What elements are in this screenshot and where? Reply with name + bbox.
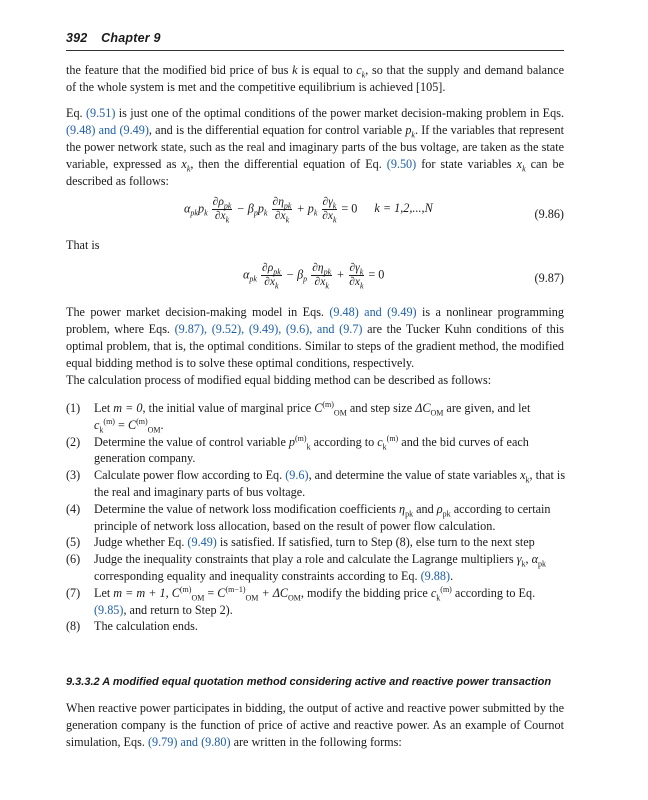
text: the feature that the modified bid price of bus [66,63,293,77]
math-sub: k [325,281,329,291]
math-range: k = 1,2,...,N [374,201,433,216]
text: Let [94,585,114,600]
text: . [160,417,164,432]
math: c [430,585,437,600]
math-den: ∂x [214,210,226,222]
math-sub: OM [430,408,444,418]
math-sup: (m) [103,416,115,426]
math-sub: k [204,208,208,218]
math-sub: pk [190,208,198,218]
math: x [520,468,526,483]
math-sub: k [361,70,366,80]
step-number: (8) [66,619,81,634]
text: for state variables [416,157,517,171]
math-sup: (m) [179,584,192,594]
math-sub: k [360,281,364,291]
math-sub: k [382,442,387,452]
math-sub: k [186,164,191,174]
math-sub: k [263,208,268,218]
text: Calculate power flow according to Eq. [94,468,286,483]
math: ΔC [415,401,431,415]
list-item [66,534,566,551]
text: , modify the bidding price [300,585,431,600]
text: according to Eq. [451,585,536,600]
text: The power market decision-making model in Eqs. [66,305,330,319]
math: C [314,401,323,415]
math-num: ∂ρ [262,262,274,274]
equation-link[interactable]: (9.48) and (9.49) [66,123,149,137]
list-item [66,618,566,635]
step-list [66,400,566,635]
equation-link[interactable]: (9.51) [85,106,116,120]
list-item [66,434,566,468]
text: according to certain principle of network loss allocation, based on the result of power flow calculation. [94,501,551,533]
step-number: (6) [66,552,81,567]
math-op: − β [233,201,254,216]
math-sub: OM [288,593,301,603]
math-sub: k [306,442,311,452]
paragraph-1 [66,62,564,96]
chapter-title: Chapter 9 [101,31,161,45]
math-sub: pk [249,274,257,284]
text: are written in the following forms: [230,735,402,749]
step-number: (7) [66,585,81,600]
equation-link[interactable]: (9.50) [386,157,417,171]
math-x: x [516,157,523,171]
text: is just one of the optimal conditions of the power market decision-making problem in Eqs. [115,106,564,120]
equation-9-87 [243,262,384,289]
text: , [525,552,532,567]
text: is a nonlinear programming problem, where Eqs. [66,305,564,336]
math-sub: k [225,215,230,225]
text: Eq. [66,106,86,120]
header-rule [66,50,564,51]
math-num: ∂γ [322,196,333,208]
equation-link[interactable]: (9.87), (9.52), (9.49), (9.6), and (9.7) [174,322,363,336]
math-sub: OM [191,593,205,603]
text: are given, and let [443,401,531,415]
math-op: + p [293,201,314,216]
math-sub: k [522,164,526,174]
math: C [127,417,137,432]
equation-link[interactable]: (9.6) [285,468,309,483]
text: , and is the differential equation for control variable [148,123,406,137]
math-op: + [333,267,348,282]
math-num: ∂γ [349,262,360,274]
text: Determine the value of control variable [94,434,289,449]
math-sub: p [253,208,258,218]
equation-link[interactable]: (9.88) [420,568,451,583]
math-sub: OM [333,408,347,418]
math-sub: p [303,274,308,284]
text: and the bid curves of each generation company. [94,434,529,466]
math-sup: (m) [440,584,452,594]
math: α [531,552,539,567]
list-item [66,551,566,585]
list-item [66,585,566,619]
math-sub: k [313,208,318,218]
fraction-eta [272,196,293,223]
math-sup: (m) [322,399,334,409]
math: η [399,501,406,516]
math-sup: (m) [136,416,148,426]
math-den: ∂x [274,210,286,222]
math-sub: OM [245,593,259,603]
math-p: p [405,123,412,137]
math-p: p [197,201,205,216]
math-eq: = 0 [365,267,385,282]
text: according to [310,434,378,449]
step-number: (1) [66,401,81,415]
math-sub: pk [405,509,414,519]
equation-number: (9.86) [534,207,564,221]
text: , then the differential equation of Eq. [190,157,387,171]
math-num: ∂ρ [212,196,224,208]
math-sup: (m−1) [225,584,246,594]
text: . If the variables that represent the power network state, such as the real and imaginary parts of the bus voltage, are taken as the state variable, expressed as [66,123,564,171]
math-sub: k [359,267,364,277]
math-sub: OM [147,425,161,435]
math-x: x [181,157,187,171]
text: , that is the real and imaginary parts of bus voltage. [94,468,566,499]
fraction-rho [212,196,233,223]
math-sub: k [411,130,415,140]
math-sub: k [525,475,530,485]
math-den: ∂x [322,210,334,222]
paragraph-5 [66,700,564,751]
paragraph-4: The calculation process of modified equal bidding method can be described as follows: [66,373,492,387]
math-sub: k [521,559,526,569]
math-alpha: α [184,201,191,216]
text: and step size [346,401,416,415]
math: C [171,585,180,600]
math: p [288,434,296,449]
math-num: ∂η [272,196,284,208]
math-sub: pk [323,267,332,277]
math-sub: pk [283,201,292,211]
equation-link[interactable]: (9.79) and (9.80) [147,735,231,749]
running-head [66,31,161,45]
math-eq: = 0 [338,201,358,216]
fraction-eta [311,262,332,289]
fraction-gamma [349,262,365,289]
text: , the initial value of marginal price [142,401,315,415]
fraction-rho [261,262,282,289]
math-op: − β [282,267,304,282]
math-sub: k [332,201,337,211]
text: and [413,501,437,516]
text: Judge the inequality constraints that play a role and calculate the Lagrange multipliers [94,552,517,567]
math-sub: pk [442,509,451,519]
math-alpha: α [243,267,250,282]
math-num: ∂η [312,262,324,274]
math-k: k [292,63,298,77]
text: Judge whether Eq. [94,535,188,550]
step-number: (3) [66,468,81,483]
list-item [66,400,566,434]
text: Let [94,401,114,415]
math-sub: k [275,281,279,291]
math: γ [516,552,522,567]
math: + ΔC [258,585,288,600]
list-item [66,501,566,535]
math-sub: k [99,425,104,435]
math-sub: k [436,593,441,603]
text: When reactive power participates in bidding, the output of active and reactive power submitted by the generation company is the function of price of active and reactive power. As an example of Cournot simulation, Eqs. [66,701,564,749]
step-number: (2) [66,434,81,449]
equation-number: (9.87) [534,271,564,285]
that-is-text: That is [66,238,100,252]
equation-link[interactable]: (9.49) [187,535,217,550]
math-sub: pk [538,559,547,569]
math: C [217,585,226,600]
equation-link[interactable]: (9.85) [94,602,124,617]
math-eq: = [204,585,218,600]
text: , and return to Step 2). [123,602,233,617]
math: c [94,417,100,432]
text: are the Tucker Kuhn conditions of this optimal problem, that is, the optimal conditions. Similar to steps of the gradient method, the modified equal bidding method is to solve these optimal conditions, respectively. [66,322,565,370]
math-sub: pk [273,267,281,277]
equation-9-86 [184,196,433,223]
math: ρ [436,501,443,516]
math: c [377,434,383,449]
math-ck: c [356,63,362,77]
paragraph-3 [66,304,564,372]
subsection-heading: 9.3.3.2 A modified equal quotation method considering active and reactive power transaction [66,676,552,688]
text: is satisfied. If satisfied, turn to Step (8), else turn to the next step [216,535,535,550]
math-eq: = [114,417,128,432]
math: m = 0 [113,401,143,415]
math-sup: (m) [386,433,399,443]
step-number: (5) [66,535,81,550]
math-sup: (m) [295,433,307,443]
math-den: ∂x [314,276,326,288]
math-sub: k [333,215,337,225]
math-den: ∂x [264,276,276,288]
math-sub: pk [223,201,232,211]
math-sub: k [285,215,290,225]
list-item [66,467,566,501]
text: . [450,568,454,583]
math-den: ∂x [349,276,360,288]
page-number: 392 [66,31,88,45]
text: corresponding equality and inequality constraints according to Eq. [94,568,421,583]
paragraph-2 [66,105,564,190]
text: The calculation ends. [94,619,198,634]
text: Determine the value of network loss modification coefficients [94,501,400,516]
text: , so that the supply and demand balance of the whole system is met and the competitive equilibrium is achieved [105]. [66,63,564,94]
text: , and determine the value of state variables [308,468,521,483]
equation-link[interactable]: (9.48) and (9.49) [329,305,417,319]
fraction-gamma [322,196,338,223]
text: can be described as follows: [66,157,565,188]
step-number: (4) [66,501,81,516]
text: is equal to [297,63,357,77]
math-p: p [257,201,264,216]
math: m = m + 1, [113,585,172,600]
